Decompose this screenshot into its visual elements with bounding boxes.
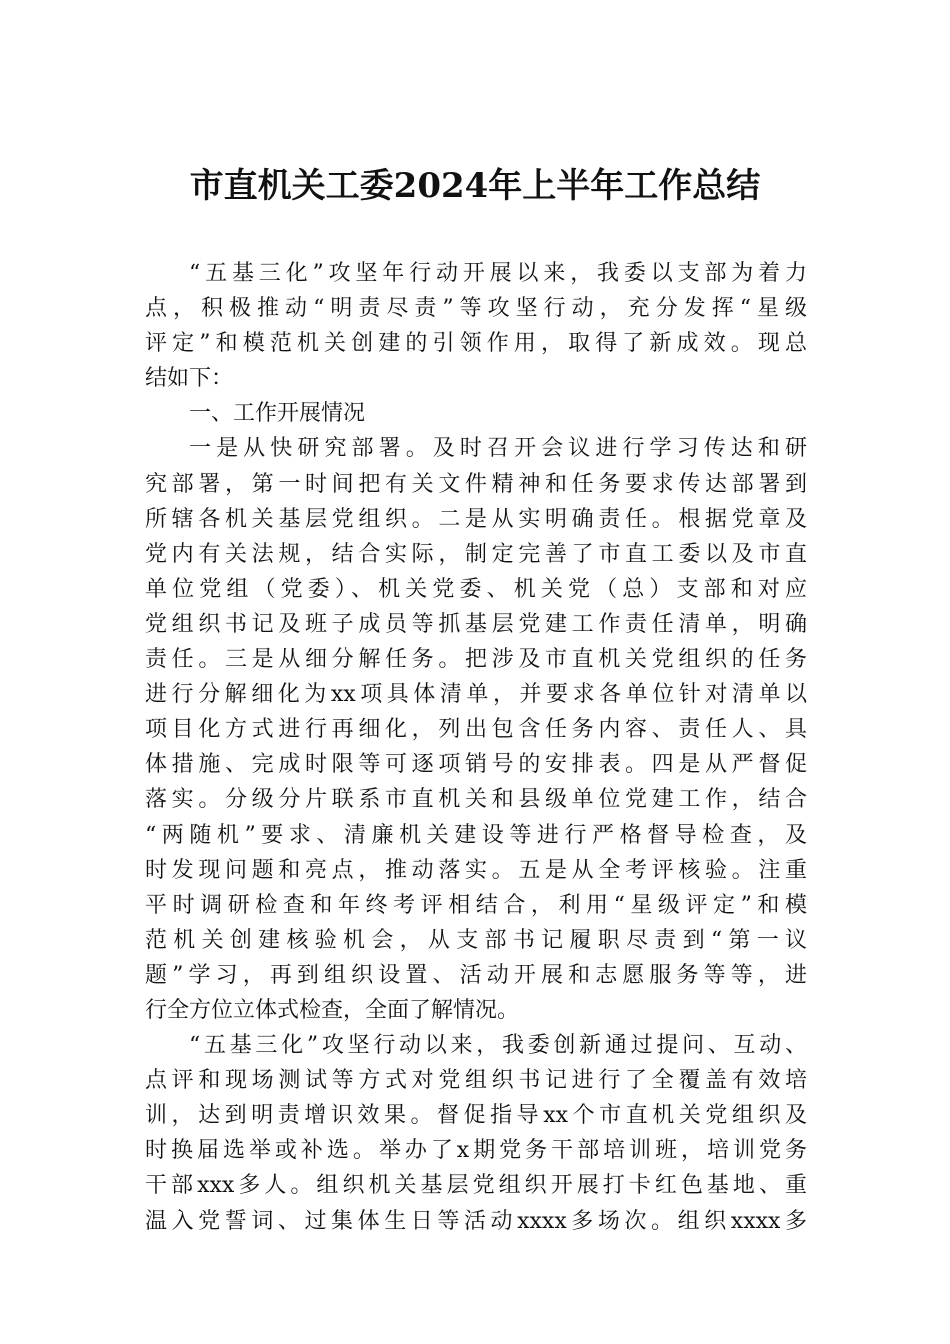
paragraph-line: 点，积极推动“明责尽责”等攻坚行动，充分发挥“星级 — [145, 296, 807, 322]
paragraph-line: 题”学习，再到组织设置、活动开展和志愿服务等等，进 — [145, 962, 807, 988]
paragraph-line: 训，达到明责增识效果。督促指导xx个市直机关党组织及 — [145, 1103, 807, 1129]
paragraph-line: 进行分解细化为xx项具体清单，并要求各单位针对清单以 — [145, 682, 807, 708]
paragraph-line: 党组织书记及班子成员等抓基层党建工作责任清单，明确 — [145, 611, 807, 637]
paragraph-line: 干部xxx多人。组织机关基层党组织开展打卡红色基地、重 — [145, 1173, 807, 1199]
section-heading: 一、工作开展情况 — [189, 401, 366, 427]
paragraph-line: 落实。分级分片联系市直机关和县级单位党建工作，结合 — [145, 787, 807, 813]
document-title: 市直机关工委2024年上半年工作总结 — [189, 166, 761, 206]
paragraph-line: 评定”和模范机关创建的引领作用，取得了新成效。现总 — [145, 331, 807, 357]
paragraph-line: 范机关创建核验机会，从支部书记履职尽责到“第一议 — [145, 927, 807, 953]
paragraph-line: 点评和现场测试等方式对党组织书记进行了全覆盖有效培 — [145, 1068, 807, 1094]
paragraph-line: 温入党誓词、过集体生日等活动xxxx多场次。组织xxxx多 — [145, 1208, 807, 1234]
paragraph-line: 时换届选举或补选。举办了x期党务干部培训班，培训党务 — [145, 1138, 807, 1164]
paragraph-line: 项目化方式进行再细化，列出包含任务内容、责任人、具 — [145, 717, 807, 743]
paragraph-line: “五基三化”攻坚年行动开展以来，我委以支部为着力 — [189, 261, 807, 286]
paragraph-line: 党内有关法规，结合实际，制定完善了市直工委以及市直 — [145, 541, 807, 567]
paragraph-line: 责任。三是从细分解任务。把涉及市直机关党组织的任务 — [145, 647, 807, 673]
paragraph-line: 平时调研检查和年终考评相结合，利用“星级评定”和模 — [145, 892, 807, 918]
paragraph-line: 时发现问题和亮点，推动落实。五是从全考评核验。注重 — [145, 857, 807, 883]
paragraph-line: “两随机”要求、清廉机关建设等进行严格督导检查，及 — [145, 822, 807, 848]
paragraph-line: 单位党组（党委）、机关党委、机关党（总）支部和对应 — [145, 576, 807, 602]
paragraph-line: 结如下： — [145, 366, 234, 392]
paragraph-line: 究部署，第一时间把有关文件精神和任务要求传达部署到 — [145, 471, 807, 497]
paragraph-line: 行全方位立体式检查，全面了解情况。 — [145, 997, 520, 1023]
paragraph-line: 一是从快研究部署。及时召开会议进行学习传达和研 — [189, 436, 807, 462]
document-body — [145, 256, 807, 1239]
paragraph-line: 体措施、完成时限等可逐项销号的安排表。四是从严督促 — [145, 752, 807, 778]
paragraph-line: 所辖各机关基层党组织。二是从实明确责任。根据党章及 — [145, 506, 807, 532]
paragraph-line: “五基三化”攻坚行动以来，我委创新通过提问、互动、 — [189, 1033, 807, 1059]
